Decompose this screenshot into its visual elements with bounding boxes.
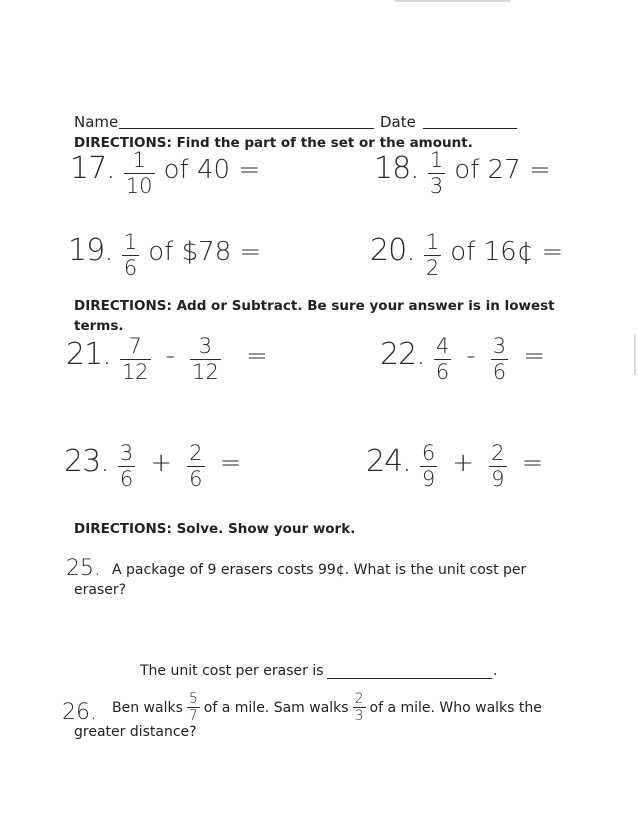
problem-19: [68, 232, 261, 279]
problem-21-equals: =: [245, 341, 268, 371]
problem-26-text-1: Ben walks: [112, 699, 183, 716]
problem-25-answer-prompt: The unit cost per eraser is: [140, 663, 324, 679]
problem-21-number: 21.: [66, 337, 111, 372]
name-label: Name: [74, 113, 119, 131]
problem-26-fraction-2: $\frac{2}{3}$: [354, 691, 364, 724]
problem-25-answer-line[interactable]: [327, 678, 492, 679]
problem-25-answer-period: .: [493, 663, 498, 679]
problem-23-equals: =: [219, 448, 242, 478]
problem-25-number: 25.: [66, 556, 101, 581]
problem-17: [70, 150, 260, 197]
problem-21-operator: -: [165, 341, 176, 371]
problem-23-operator: +: [150, 448, 173, 478]
problem-24-number: 24.: [366, 444, 411, 479]
problem-22-operator: -: [466, 341, 476, 371]
problem-22: [380, 336, 551, 383]
directions-3: DIRECTIONS: Solve. Show your work.: [74, 521, 356, 537]
problem-18-number: 18.: [374, 151, 419, 186]
problem-21-fraction-a: $\frac{7}{12}$: [121, 334, 149, 384]
problem-26-line2: greater distance?: [74, 724, 197, 740]
problem-17-text: of 40 =: [163, 155, 261, 185]
name-line[interactable]: [119, 128, 374, 129]
problem-21-fraction-b: $\frac{3}{12}$: [192, 334, 219, 384]
problem-24: [366, 443, 549, 490]
problem-25-line1: A package of 9 erasers costs 99¢. What is the unit cost per: [112, 562, 527, 578]
problem-24-fraction-a: $\frac{6}{9}$: [421, 441, 436, 491]
directions-2-line1: DIRECTIONS: Add or Subtract. Be sure your answer is in lowest: [74, 298, 555, 314]
problem-25-line2: eraser?: [74, 582, 127, 598]
problem-19-fraction: $\frac{1}{6}$: [123, 230, 138, 280]
problem-20-text: of 16¢ =: [450, 237, 564, 267]
date-label: Date: [380, 113, 416, 131]
problem-24-operator: +: [452, 448, 475, 478]
scan-artifact-top: [395, 0, 510, 2]
problem-23-number: 23.: [64, 444, 109, 479]
problem-18: [374, 150, 551, 197]
directions-2-line2: terms.: [74, 318, 124, 334]
problem-21: [66, 336, 274, 383]
problem-17-number: 17.: [70, 151, 115, 186]
problem-18-fraction: $\frac{1}{3}$: [429, 148, 444, 198]
problem-24-fraction-b: $\frac{2}{9}$: [491, 441, 505, 491]
problem-26-fraction-1: $\frac{5}{7}$: [188, 691, 198, 724]
problem-22-number: 22.: [380, 337, 425, 372]
problem-24-equals: =: [521, 448, 544, 478]
scan-artifact-right: [634, 335, 636, 375]
problem-20-number: 20.: [370, 233, 415, 268]
problem-22-fraction-b: $\frac{3}{6}$: [492, 334, 507, 384]
problem-26-line1: [112, 692, 542, 723]
problem-23-fraction-b: $\frac{2}{6}$: [189, 441, 203, 491]
problem-22-fraction-a: $\frac{4}{6}$: [435, 334, 450, 384]
problem-20: [370, 232, 563, 279]
directions-1: DIRECTIONS: Find the part of the set or the amount.: [74, 135, 473, 151]
problem-20-fraction: $\frac{1}{2}$: [425, 230, 440, 280]
problem-22-equals: =: [523, 341, 546, 371]
problem-17-fraction: $\frac{1}{10}$: [125, 148, 153, 198]
problem-23: [64, 443, 247, 490]
problem-26-text-2: of a mile. Sam walks: [203, 699, 349, 716]
problem-23-fraction-a: $\frac{3}{6}$: [119, 441, 134, 491]
date-line[interactable]: [423, 128, 517, 129]
problem-19-number: 19.: [68, 233, 113, 268]
problem-26-number: 26.: [62, 700, 97, 725]
problem-18-text: of 27 =: [454, 155, 551, 185]
problem-19-text: of $78 =: [148, 237, 262, 267]
problem-26-text-3: of a mile. Who walks the: [369, 699, 542, 716]
